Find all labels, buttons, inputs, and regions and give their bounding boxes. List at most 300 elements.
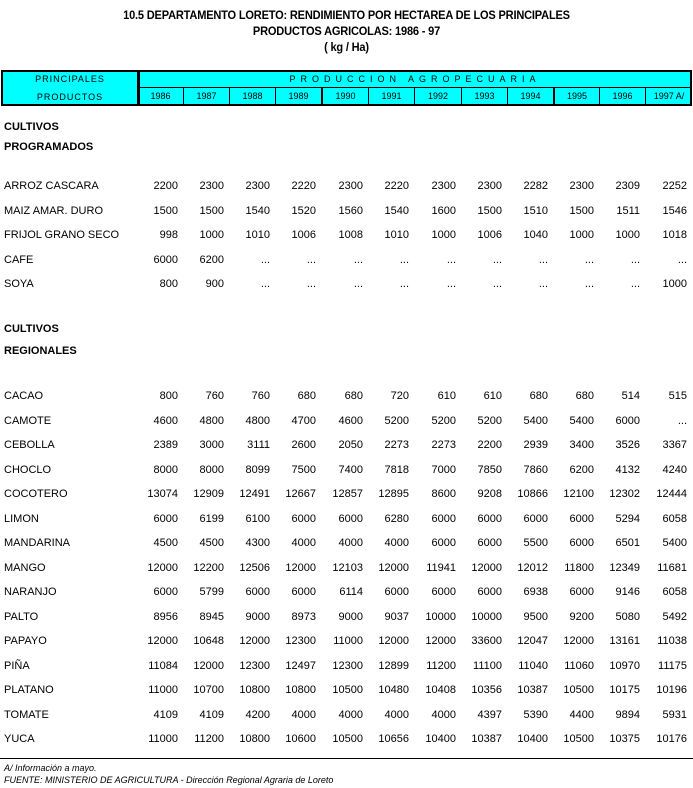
yield-value: 10387 [517,684,548,696]
yield-value: 4600 [153,414,178,427]
yield-value: 10500 [332,684,363,696]
yield-value: 1010 [384,229,409,241]
yield-value: 8000 [153,463,178,476]
yield-value: 12349 [609,561,640,574]
yield-value: 2600 [291,439,316,451]
yield-value: 1511 [616,204,640,217]
yield-value: 10408 [425,684,456,696]
yield-value: 4200 [245,708,270,721]
yield-value: 720 [390,390,409,402]
yield-value: 1000 [615,229,640,241]
yield-value: 10600 [285,733,316,745]
table-row [0,439,693,455]
yield-value: 12895 [378,488,409,500]
page-title-line1: 10.5 DEPARTAMENTO LORETO: RENDIMIENTO POR HECTAREA DE LOS PRINCIPALES [123,8,570,22]
yield-value: 11038 [657,635,687,647]
yield-value: 8973 [291,610,316,623]
product-name: FRIJOL GRANO SECO [4,229,120,241]
yield-value: 4700 [291,414,316,427]
yield-value: 1000 [199,229,224,241]
yield-value: 6000 [338,512,363,525]
yield-value: 4500 [153,537,178,549]
table-row [0,537,693,553]
table-row [0,415,693,431]
yield-value: 6000 [477,512,502,525]
yield-value: 1018 [662,229,687,241]
table-row [0,562,693,578]
yield-value: 10970 [609,659,640,672]
product-name: TOMATE [4,708,49,721]
yield-value: ... [538,278,548,290]
yield-value: 10175 [609,684,640,696]
yield-value: 2309 [615,180,640,192]
yield-value: 7500 [291,463,316,476]
table-row [0,513,693,529]
yield-value: 6000 [153,586,178,598]
yield-value: 10866 [517,488,548,500]
yield-value: ... [584,278,594,290]
yield-value: 5200 [384,414,409,427]
yield-value: 3400 [569,439,594,451]
yield-value: 2300 [569,180,594,192]
yield-value: 13161 [609,635,640,647]
yield-value: ... [492,253,502,266]
yield-value: 12000 [193,659,224,672]
header-label-productos: PRODUCTOS [36,92,104,102]
yield-value: 4000 [431,708,456,721]
yield-value: 2252 [662,180,687,192]
yield-value: 3111 [247,439,270,451]
yield-value: 6000 [523,512,548,525]
yield-value: 2300 [431,180,456,192]
yield-value: 8099 [245,463,270,476]
yield-value: 9200 [569,610,594,623]
yield-value: 9037 [384,610,409,623]
yield-value: 9000 [245,610,270,623]
yield-value: 1006 [291,229,316,241]
yield-value: 2200 [153,180,178,192]
yield-value: ... [584,253,594,266]
yield-value: 5200 [431,414,456,427]
header-year: 1996 [599,88,645,104]
yield-value: 13074 [147,488,178,500]
yield-value: 6000 [477,537,502,549]
yield-value: 5931 [662,708,687,721]
yield-value: 5400 [662,537,687,549]
yield-value: 1546 [662,204,687,217]
yield-value: 2389 [153,439,178,451]
yield-value: 12300 [239,659,270,672]
header-year: 1995 [553,88,599,104]
yield-value: ... [630,253,640,266]
yield-value: 4000 [338,708,363,721]
product-name: PALTO [4,610,39,623]
yield-value: 2300 [338,180,363,192]
table-row [0,488,693,504]
yield-value: 1540 [245,204,270,217]
yield-value: 12000 [425,635,456,647]
yield-value: 4397 [477,708,502,721]
table-row [0,180,693,196]
yield-value: 4000 [338,537,363,549]
yield-value: 6000 [615,414,640,427]
yield-value: 2200 [477,439,502,451]
header-year: 1994 [507,88,553,104]
yield-value: 7000 [431,463,456,476]
table-row [0,684,693,700]
yield-value: 6000 [431,586,456,598]
yield-value: ... [353,278,363,290]
yield-value: 6114 [339,586,363,598]
yield-value: 7400 [338,463,363,476]
section-title: CULTIVOS [4,323,59,335]
yield-value: 1560 [338,204,363,217]
yield-value: 4800 [245,414,270,427]
table-row [0,254,693,270]
yield-value: 12497 [285,659,316,672]
table-row [0,635,693,651]
yield-value: 2939 [523,439,548,451]
section-title: CULTIVOS [4,121,59,133]
yield-value: 1500 [153,204,178,217]
yield-value: 5400 [569,414,594,427]
yield-value: 11200 [426,659,456,672]
header-year: 1987 [183,88,229,104]
yield-value: 2300 [199,180,224,192]
yield-value: 6000 [153,253,178,266]
yield-value: 6000 [569,586,594,598]
yield-value: 9894 [615,708,640,721]
product-name: MANGO [4,561,46,574]
yield-value: 4132 [615,463,640,476]
yield-value: 4600 [338,414,363,427]
yield-value: 6058 [662,586,687,598]
yield-value: 10500 [563,684,594,696]
yield-value: 1500 [199,204,224,217]
yield-value: ... [677,414,687,427]
yield-value: 6199 [199,512,224,525]
yield-value: 12302 [609,488,640,500]
yield-value: 680 [575,390,594,402]
yield-value: 12491 [239,488,270,500]
yield-value: 6000 [569,537,594,549]
section-title: REGIONALES [4,345,77,357]
yield-value: 8600 [431,488,456,500]
yield-value: 11000 [148,684,178,696]
yield-value: 10656 [378,733,409,745]
yield-value: 10700 [193,684,224,696]
yield-value: 12000 [563,635,594,647]
yield-value: 12857 [332,488,363,500]
yield-value: 11000 [148,733,178,745]
header-year: 1997 A/ [645,88,692,104]
yield-value: 12000 [147,635,178,647]
yield-value: 4500 [199,537,224,549]
product-name: PAPAYO [4,635,47,647]
yield-value: 515 [668,390,687,402]
yield-value: 610 [437,390,456,402]
product-name: PLATANO [4,684,54,696]
yield-value: 10500 [563,733,594,745]
yield-value: 5799 [199,586,224,598]
yield-value: 12000 [147,561,178,574]
yield-value: 12047 [517,635,548,647]
yield-value: 9146 [615,586,640,598]
yield-value: 5500 [523,537,548,549]
header-group-produccion: PRODUCCION AGROPECUARIA [140,72,690,88]
yield-value: 11200 [194,733,224,745]
yield-value: 12899 [378,659,409,672]
header-label-column [3,72,140,104]
yield-value: 8000 [199,463,224,476]
yield-value: 12200 [193,561,224,574]
yield-value: 7818 [384,463,409,476]
yield-value: ... [353,253,363,266]
yield-value: 10375 [609,733,640,745]
yield-value: 10480 [378,684,409,696]
yield-value: 800 [159,278,178,290]
yield-value: 1006 [477,229,502,241]
yield-value: 6000 [291,586,316,598]
yield-value: 6501 [615,537,640,549]
source-note: FUENTE: MINISTERIO DE AGRICULTURA - Dirección Regional Agraria de Loreto [4,775,334,785]
yield-value: 11100 [473,659,502,672]
yield-value: 4000 [384,537,409,549]
yield-value: 6938 [523,586,548,598]
yield-value: 610 [483,390,502,402]
product-name: NARANJO [4,586,57,598]
yield-value: 1510 [523,204,548,217]
yield-value: 998 [159,229,178,241]
yield-value: 3367 [662,439,687,451]
product-name: PIÑA [4,659,30,672]
yield-value: 6200 [199,253,224,266]
yield-value: 2050 [338,439,363,451]
yield-value: 12444 [656,488,687,500]
yield-value: ... [260,278,270,290]
yield-value: 760 [205,390,224,402]
table-row [0,390,693,406]
yield-value: ... [492,278,502,290]
header-label-principales: PRINCIPALES [35,74,105,84]
yield-value: 6280 [384,512,409,525]
yield-value: ... [630,278,640,290]
yield-value: 5294 [615,512,640,525]
yield-value: 1520 [291,204,316,217]
yield-value: 2220 [384,180,409,192]
yield-value: 1540 [384,204,409,217]
yield-value: 6200 [569,463,594,476]
section-title: PROGRAMADOS [4,141,94,153]
yield-value: 33600 [471,635,502,647]
yield-value: 10400 [517,733,548,745]
yield-value: 10000 [425,610,456,623]
product-name: ARROZ CASCARA [4,180,99,192]
yield-value: 11681 [657,561,687,574]
product-name: CACAO [4,390,44,402]
table-row [0,278,693,294]
yield-value: 12667 [285,488,316,500]
yield-value: 5390 [523,708,548,721]
yield-value: ... [260,253,270,266]
yield-value: 760 [251,390,270,402]
yield-value: 1040 [523,229,548,241]
yield-value: ... [446,253,456,266]
yield-value: 6000 [291,512,316,525]
yield-value: 2300 [477,180,502,192]
yield-value: 10356 [471,684,502,696]
yield-value: 680 [529,390,548,402]
yield-value: 514 [621,390,640,402]
yield-value: 6058 [662,512,687,525]
yield-value: 2220 [291,180,316,192]
yield-value: 4000 [291,537,316,549]
yield-value: 10176 [656,733,687,745]
table-header [1,70,692,106]
yield-value: 10500 [332,733,363,745]
product-name: LIMON [4,512,39,525]
yield-value: 5400 [523,414,548,427]
yield-value: 4400 [569,708,594,721]
yield-value: 12000 [471,561,502,574]
table-row [0,205,693,221]
yield-value: 4109 [199,708,224,721]
yield-value: 6000 [153,512,178,525]
yield-value: 1000 [569,229,594,241]
header-year: 1988 [229,88,275,104]
product-name: SOYA [4,278,34,290]
yield-value: 1008 [338,229,363,241]
yield-value: 6000 [245,586,270,598]
yield-value: 10648 [193,635,224,647]
yield-value: 2282 [523,180,548,192]
yield-value: ... [446,278,456,290]
table-row [0,464,693,480]
header-year: 1990 [321,88,368,104]
yield-value: 1000 [431,229,456,241]
yield-value: 4800 [199,414,224,427]
page-title-units: ( kg / Ha) [324,40,369,54]
yield-value: 5200 [477,414,502,427]
product-name: MANDARINA [4,537,71,549]
yield-value: 10387 [471,733,502,745]
yield-value: 4000 [384,708,409,721]
yield-value: ... [306,253,316,266]
yield-value: 680 [344,390,363,402]
yield-value: 5080 [615,610,640,623]
yield-value: 1010 [245,229,270,241]
yield-value: 6000 [384,586,409,598]
yield-value: 6000 [431,537,456,549]
yield-value: 12012 [517,561,548,574]
yield-value: 8956 [153,610,178,623]
yield-value: 680 [297,390,316,402]
yield-value: ... [399,278,409,290]
footer-rule [0,758,693,759]
yield-value: 7860 [523,463,548,476]
yield-value: 4240 [662,463,687,476]
yield-value: 2273 [431,439,456,451]
product-name: CEBOLLA [4,439,55,451]
product-name: YUCA [4,733,35,745]
yield-value: 9500 [523,610,548,623]
yield-value: 12300 [332,659,363,672]
yield-value: 900 [205,278,224,290]
yield-value: 6100 [245,512,270,525]
product-name: COCOTERO [4,488,68,500]
product-name: CAMOTE [4,414,52,427]
table-row [0,586,693,602]
product-name: CHOCLO [4,463,52,476]
yield-value: 4109 [153,708,178,721]
yield-value: ... [306,278,316,290]
yield-value: 10000 [471,610,502,623]
yield-value: 10196 [656,684,687,696]
yield-value: 12000 [378,635,409,647]
table-row [0,611,693,627]
footnote-a: A/ Información a mayo. [4,763,97,773]
yield-value: 2300 [245,180,270,192]
yield-value: 6000 [477,586,502,598]
yield-value: 9000 [338,610,363,623]
yield-value: 7850 [477,463,502,476]
yield-value: 12103 [332,561,363,574]
product-name: MAIZ AMAR. DURO [4,204,104,217]
table-row [0,660,693,676]
header-year: 1993 [461,88,507,104]
yield-value: ... [677,253,687,266]
yield-value: ... [399,253,409,266]
yield-value: 10400 [425,733,456,745]
yield-value: 6000 [431,512,456,525]
yield-value: 800 [159,390,178,402]
yield-value: 9208 [477,488,502,500]
yield-value: 12300 [285,635,316,647]
yield-value: 11000 [333,635,363,647]
yield-value: 4000 [291,708,316,721]
yield-value: ... [538,253,548,266]
header-year: 1989 [275,88,321,104]
page-title-line2: PRODUCTOS AGRICOLAS: 1986 - 97 [252,24,441,38]
yield-value: 11060 [564,659,594,672]
yield-value: 1500 [477,204,502,217]
yield-value: 12506 [239,561,270,574]
yield-value: 12909 [193,488,224,500]
yield-value: 1600 [431,204,456,217]
yield-value: 11040 [518,659,548,672]
yield-value: 12000 [239,635,270,647]
yield-value: 12000 [378,561,409,574]
header-year: 1992 [414,88,461,104]
table-row [0,733,693,749]
header-year: 1986 [137,88,183,104]
product-name: CAFE [4,253,34,266]
yield-value: 12100 [563,488,594,500]
yield-value: 1500 [569,204,594,217]
table-row [0,229,693,245]
yield-value: 10800 [239,733,270,745]
yield-value: 5492 [662,610,687,623]
yield-value: 12000 [285,561,316,574]
yield-value: 11084 [148,659,178,672]
yield-value: 3000 [199,439,224,451]
yield-value: 6000 [569,512,594,525]
yield-value: 11941 [426,561,456,574]
table-row [0,709,693,725]
yield-value: 10800 [285,684,316,696]
yield-value: 4300 [245,537,270,549]
yield-value: 11175 [658,659,687,672]
